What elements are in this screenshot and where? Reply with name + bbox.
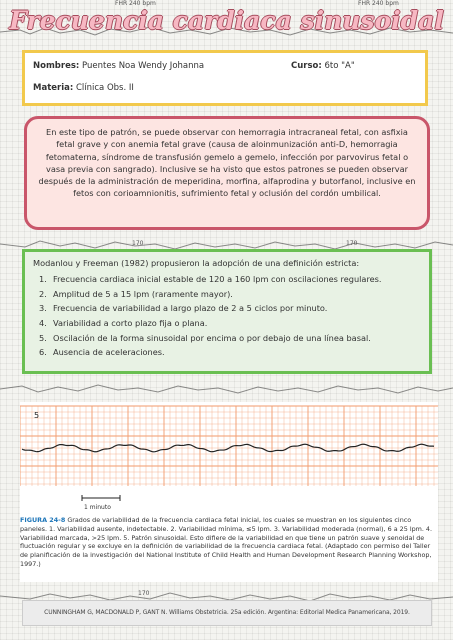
fhr-figure <box>20 402 438 582</box>
list-item <box>33 287 421 302</box>
list-item-number: 4. <box>39 318 47 329</box>
definition-list <box>33 272 421 360</box>
list-item-text: Oscilación de la forma sinusoidal por encima o por debajo de una línea basal. <box>53 332 371 343</box>
list-item-number: 6. <box>39 347 47 358</box>
description-text: En este tipo de patrón, se puede observar con hemorragia intracraneal fetal, con asfixia fetal grave y con anemia fetal grave (causa de aloinmunización anti-D, hemorragia fetomaterna, síndrome de transfusión gemelo a gemelo, infección por parvovirus fetal o vasa previa con sangrado). Inclusive se ha visto que estos patrones se pueden observar después de la administración de meperidina, morfina, alfaprodina y butorfanol, inclusive en fetos con corioamnionitis, sufrimiento fetal y oclusión del cordón umbilical. <box>38 127 416 199</box>
list-item-number: 5. <box>39 332 47 343</box>
list-item <box>33 330 421 345</box>
minute-label: 1 minuto <box>84 504 111 511</box>
list-item <box>33 301 421 316</box>
top-scale-left: FHR 240 bpm <box>115 0 156 7</box>
list-item-number: 2. <box>39 288 47 299</box>
list-item <box>33 345 421 360</box>
background-ecg-strip-lower <box>0 376 453 400</box>
panel-number: 5 <box>34 411 40 420</box>
nombres-value: Puentes Noa Wendy Johanna <box>82 61 205 71</box>
curso-field <box>291 61 355 71</box>
student-info-box <box>22 50 428 106</box>
definition-intro: Modanlou y Freeman (1982) propusieron la adopción de una definición estricta: <box>33 258 360 268</box>
figure-caption-text: Grados de variabilidad de la frecuencia cardiaca fetal inicial, los cuales se muestran en los siguientes cinco paneles. 1. Variabilidad ausente, indetectable. 2. Variabilidad mínima, ≤5 lpm. 3. Variabilidad moderada (normal), 6 a 25 lpm. 4. Variabilidad marcada, >25 lpm. 5. Patrón sinusoidal. Esto difiere de la variabilidad en que tiene un patrón suave y senoidal de fluctuación regular y se excluye en la definición de variabilidad de la frecuencia cardiaca fetal. (Adaptado con permiso del Taller de planificación de la investigación del National Institute of Child Health and Human Development Research Planning Workshop, 1997.) <box>20 516 433 569</box>
nombres-label: Nombres: <box>33 61 80 71</box>
top-scale-right: FHR 240 bpm <box>358 0 399 7</box>
list-item-number: 3. <box>39 303 47 314</box>
background-scale-label: 170 <box>132 240 144 247</box>
materia-value: Clínica Obs. II <box>75 83 134 93</box>
list-item-text: Ausencia de aceleraciones. <box>53 347 165 358</box>
background-scale-label: 170 <box>346 240 358 247</box>
info-row-subject <box>33 83 417 105</box>
list-item-text: Variabilidad a corto plazo fija o plana. <box>53 318 208 329</box>
curso-value: 6to "A" <box>324 61 355 71</box>
page-title: Frecuencia cardiaca sinusoidal <box>9 6 444 35</box>
list-item-text: Frecuencia de variabilidad a largo plazo de 2 a 5 ciclos por minuto. <box>53 303 328 314</box>
definition-box <box>22 249 432 374</box>
list-item <box>33 316 421 331</box>
list-item-text: Amplitud de 5 a 15 lpm (raramente mayor). <box>53 288 233 299</box>
info-row-name <box>33 61 417 83</box>
fhr-strip-graphic <box>20 402 438 502</box>
list-item <box>33 272 421 287</box>
list-item-text: Frecuencia cardiaca inicial estable de 120 a 160 lpm con oscilaciones regulares. <box>53 274 382 285</box>
materia-label: Materia: <box>33 83 74 93</box>
curso-label: Curso: <box>291 61 322 71</box>
description-box <box>24 116 430 230</box>
figure-caption <box>20 516 438 569</box>
figure-label: FIGURA 24-8 <box>20 516 66 524</box>
list-item-number: 1. <box>39 274 47 285</box>
fhr-strip <box>20 402 438 500</box>
background-scale-label: 170 <box>138 590 150 597</box>
citation: CUNNINGHAM G, MACDONALD P, GANT N. Williams Obstetricia. 25a edición. Argentina: Editorial Medica Panamericana, 2019. <box>22 600 432 626</box>
